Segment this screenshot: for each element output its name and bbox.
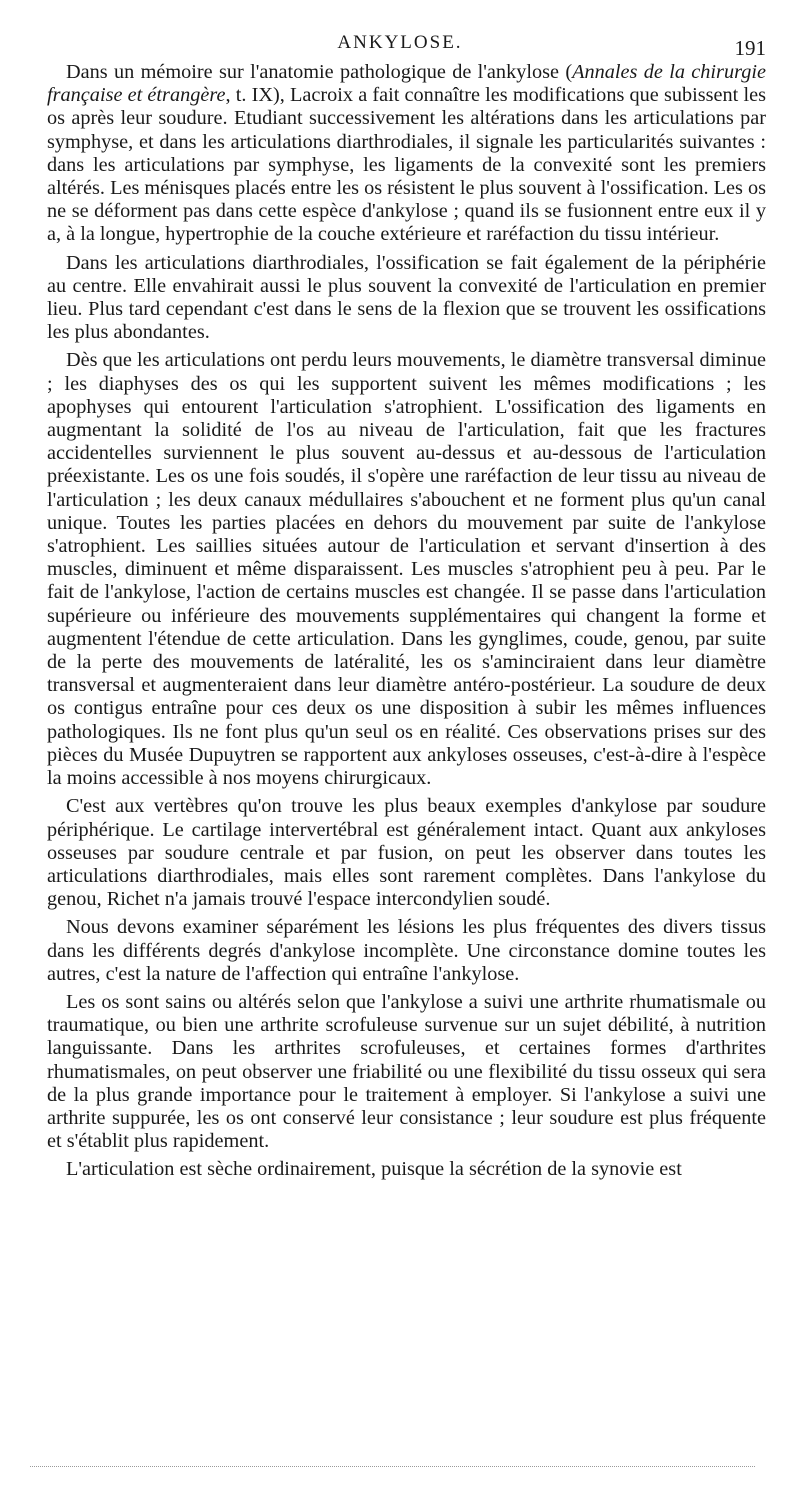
paragraph-5: Nous devons examiner séparément les lésions les plus fréquentes des divers tissus dans les différents degrés d'ankylose incomplète. Une circonstance domine toutes les autres, c'est la nature de l'affection qui entraîne l'ankylose. xyxy=(47,916,766,985)
paragraph-6: Les os sont sains ou altérés selon que l'ankylose a suivi une arthrite rhumatismale ou traumatique, ou bien une arthrite scrofuleuse survenue sur un sujet débilité, à nutrition languissante. Dans les arthrites scrofuleuses, et certaines formes d'arthrites rhumatismales, on peut observer une friabilité ou une flexibilité du tissu osseux qui sera de la plus grande importance pour le traitement à employer. Si l'ankylose a suivi une arthrite suppurée, les os ont conservé leur consistance ; leur soudure est plus fréquente et s'établit plus rapidement. xyxy=(47,990,766,1153)
paragraph-4: C'est aux vertèbres qu'on trouve les plus beaux exemples d'ankylose par soudure périphérique. Le cartilage intervertébral est généralement intact. Quant aux ankyloses osseuses par soudure centrale et par fusion, on peut les observer dans toutes les articulations diarthrodiales, mais elles sont rarement complètes. Dans l'ankylose du genou, Richet n'a jamais trouvé l'espace intercondylien soudé. xyxy=(47,795,766,911)
footer-dotted-rule xyxy=(30,1466,755,1467)
paragraph-2: Dans les articulations diarthrodiales, l'ossification se fait également de la périphérie au centre. Elle envahirait aussi le plus souvent la convexité de l'articulation en premier lieu. Plus tard cependant c'est dans le sens de la flexion que se trouvent les ossifications les plus abondantes. xyxy=(47,251,766,344)
body-text xyxy=(47,61,766,1187)
running-title: ANKYLOSE. xyxy=(337,32,463,53)
paragraph-1 xyxy=(47,61,766,247)
paragraph-1-rest: , t. IX), Lacroix a fait connaître les modifications que subissent les os après leur soudure. Etudiant successivement les altérations dans les articulations par symphyse, et dans les articulations diarthrodiales, il signale les particularités suivantes : dans les articulations par symphyse, les ligaments de la convexité sont les premiers altérés. Les ménisques placés entre les os résistent le plus souvent à l'ossification. Les os ne se déforment pas dans cette espèce d'ankylose ; quand ils se fusionnent entre eux il y a, à la longue, hypertrophie de la couche extérieure et raréfaction du tissu intérieur. xyxy=(47,84,766,246)
paragraph-7: L'articulation est sèche ordinairement, puisque la sécrétion de la synovie est xyxy=(66,1158,682,1181)
journal-title-italic: Annales de la chirurgie française et étrangère xyxy=(47,61,767,107)
page-number: 191 xyxy=(734,36,766,60)
paragraph-3: Dès que les articulations ont perdu leurs mouvements, le diamètre transversal diminue ; les diaphyses des os qui les supportent suivent les mêmes modifications ; les apophyses qui entourent l'articulation s'atrophient. L'ossification des ligaments en augmentant la solidité de l'os au niveau de l'articulation, fait que les fractures accidentelles surviennent le plus souvent au-dessus et au-dessous de l'articulation préexistante. Les os une fois soudés, il s'opère une raréfaction de leur tissu au niveau de l'articulation ; les deux canaux médullaires s'abouchent et ne forment plus qu'un canal unique. Toutes les parties placées en dehors du mouvement par suite de l'ankylose s'atrophient. Les saillies situées autour de l'articulation et servant d'insertion à des muscles, diminuent et même disparaissent. Les muscles s'atrophient peu à peu. Par le fait de l'ankylose, l'action de certains muscles est changée. Il se passe dans l'articulation supérieure ou inférieure des mouvements supplémentaires qui changent la forme et augmentent l'étendue de cette articulation. Dans les gynglimes, coude, genou, par suite de la perte des mouvements de latéralité, les os s'aminciraient dans leur diamètre transversal et augmenteraient dans leur diamètre antéro-postérieur. La soudure de deux os contigus entraîne pour ces deux os une disposition à subir les mêmes influences pathologiques. Ils ne font plus qu'un seul os en réalité. Ces observations prises sur des pièces du Musée Dupuytren se rapportent aux ankyloses osseuses, c'est-à-dire à l'espèce la moins accessible à nos moyens chirurgicaux. xyxy=(47,349,766,790)
paragraph-1-lead: Dans un mémoire sur l'anatomie pathologique de l'ankylose ( xyxy=(66,61,573,83)
